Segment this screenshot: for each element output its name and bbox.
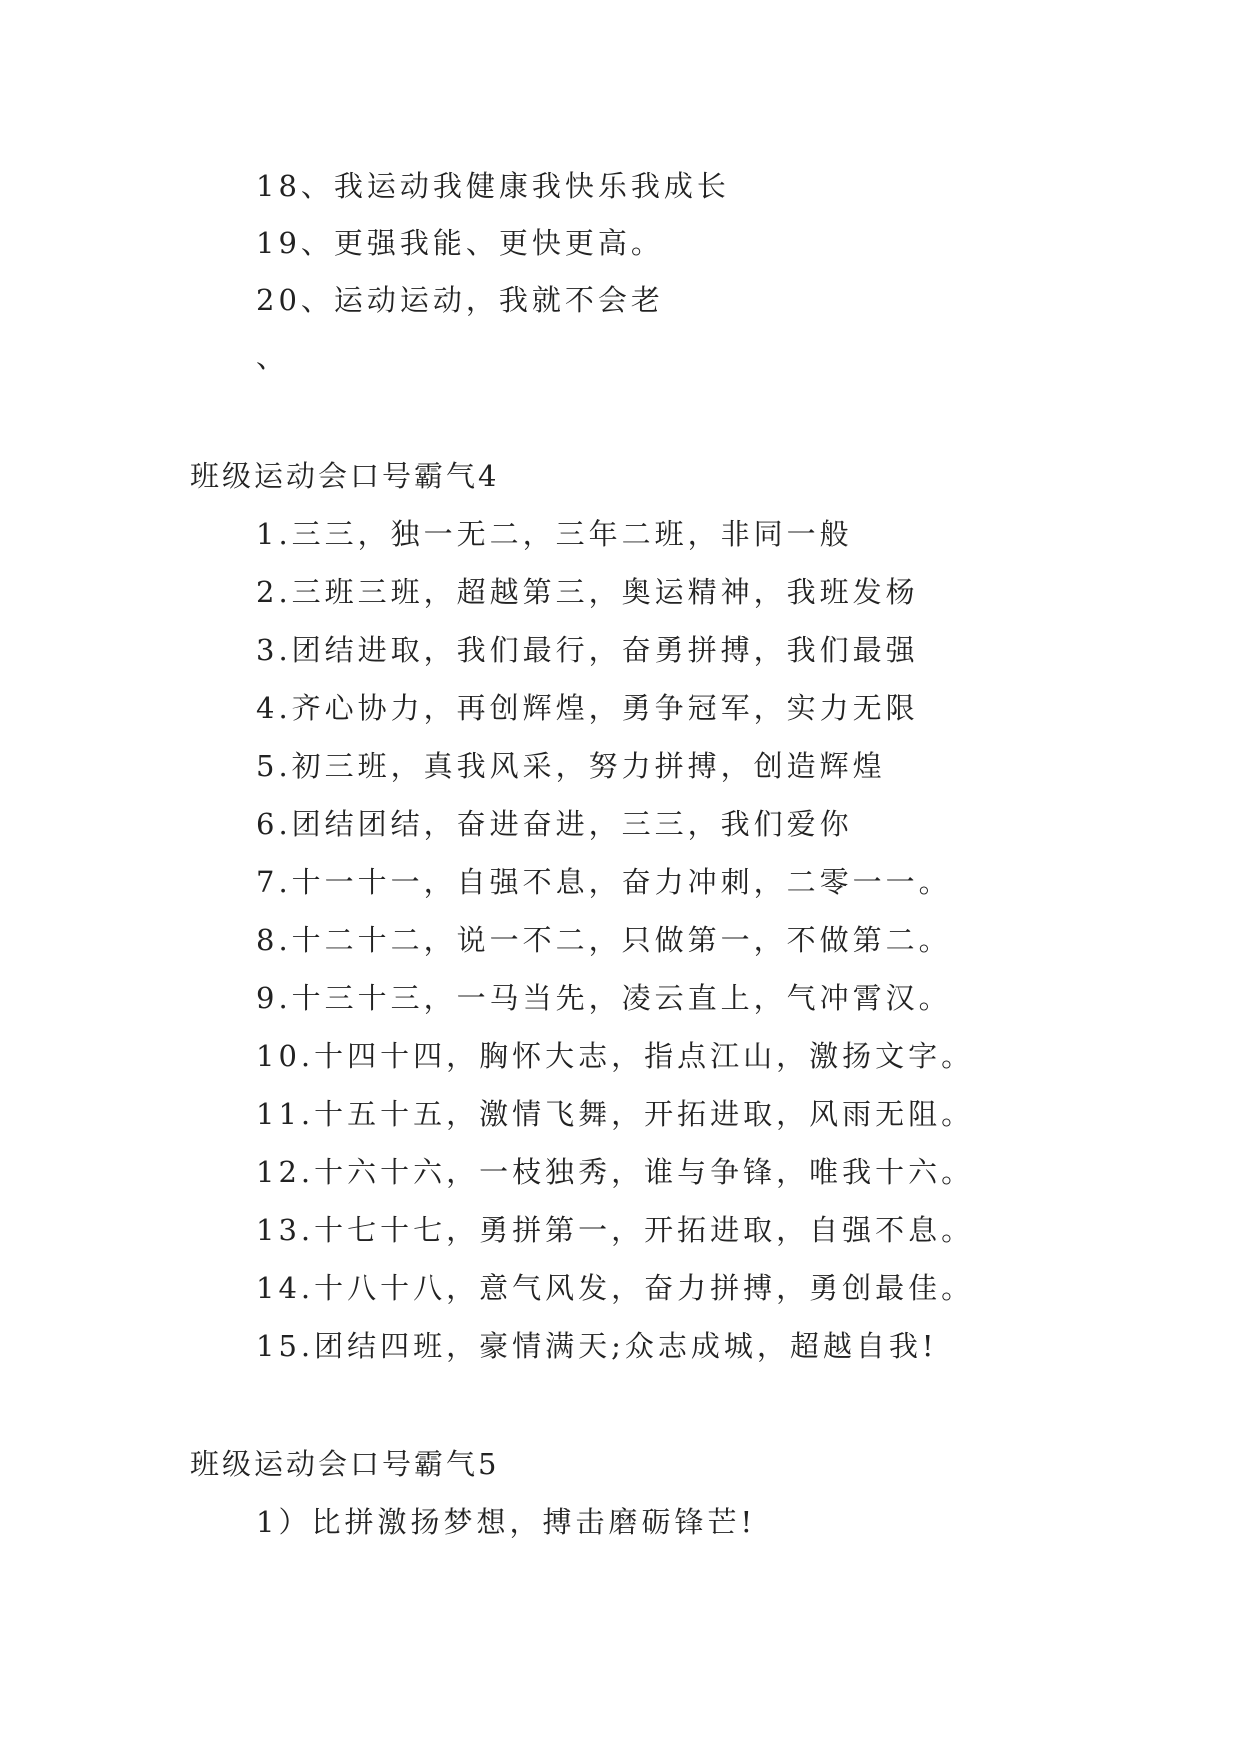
list-item: 10.十四十四，胸怀大志，指点江山，激扬文字。	[256, 1039, 975, 1073]
list-item: 13.十七十七，勇拼第一，开拓进取，自强不息。	[256, 1213, 975, 1247]
list-item: 20、运动运动，我就不会老	[256, 283, 664, 317]
section-heading-4: 班级运动会口号霸气4	[190, 459, 500, 493]
list-item: 1.三三，独一无二，三年二班，非同一般	[256, 517, 853, 551]
list-item: 5.初三班，真我风采，努力拼搏，创造辉煌	[256, 749, 886, 783]
list-item: 2.三班三班，超越第三，奥运精神，我班发杨	[256, 575, 919, 609]
list-item: 12.十六十六，一枝独秀，谁与争锋，唯我十六。	[256, 1155, 975, 1189]
list-item: 、	[256, 340, 290, 374]
list-item: 3.团结进取，我们最行，奋勇拼搏，我们最强	[256, 633, 919, 667]
section-heading-5: 班级运动会口号霸气5	[190, 1447, 500, 1481]
list-item: 11.十五十五，激情飞舞，开拓进取，风雨无阻。	[256, 1097, 975, 1131]
list-item: 15.团结四班，豪情满天;众志成城，超越自我!	[256, 1329, 938, 1363]
list-item: 19、更强我能、更快更高。	[256, 226, 664, 260]
list-item: 4.齐心协力，再创辉煌，勇争冠军，实力无限	[256, 691, 919, 725]
list-item: 18、我运动我健康我快乐我成长	[256, 169, 730, 203]
list-item: 8.十二十二，说一不二，只做第一，不做第二。	[256, 923, 952, 957]
list-item: 14.十八十八，意气风发，奋力拼搏，勇创最佳。	[256, 1271, 975, 1305]
list-item: 1）比拼激扬梦想，搏击磨砺锋芒!	[256, 1505, 757, 1539]
list-item: 9.十三十三，一马当先，凌云直上，气冲霄汉。	[256, 981, 952, 1015]
list-item: 6.团结团结，奋进奋进，三三，我们爱你	[256, 807, 853, 841]
list-item: 7.十一十一，自强不息，奋力冲刺，二零一一。	[256, 865, 952, 899]
